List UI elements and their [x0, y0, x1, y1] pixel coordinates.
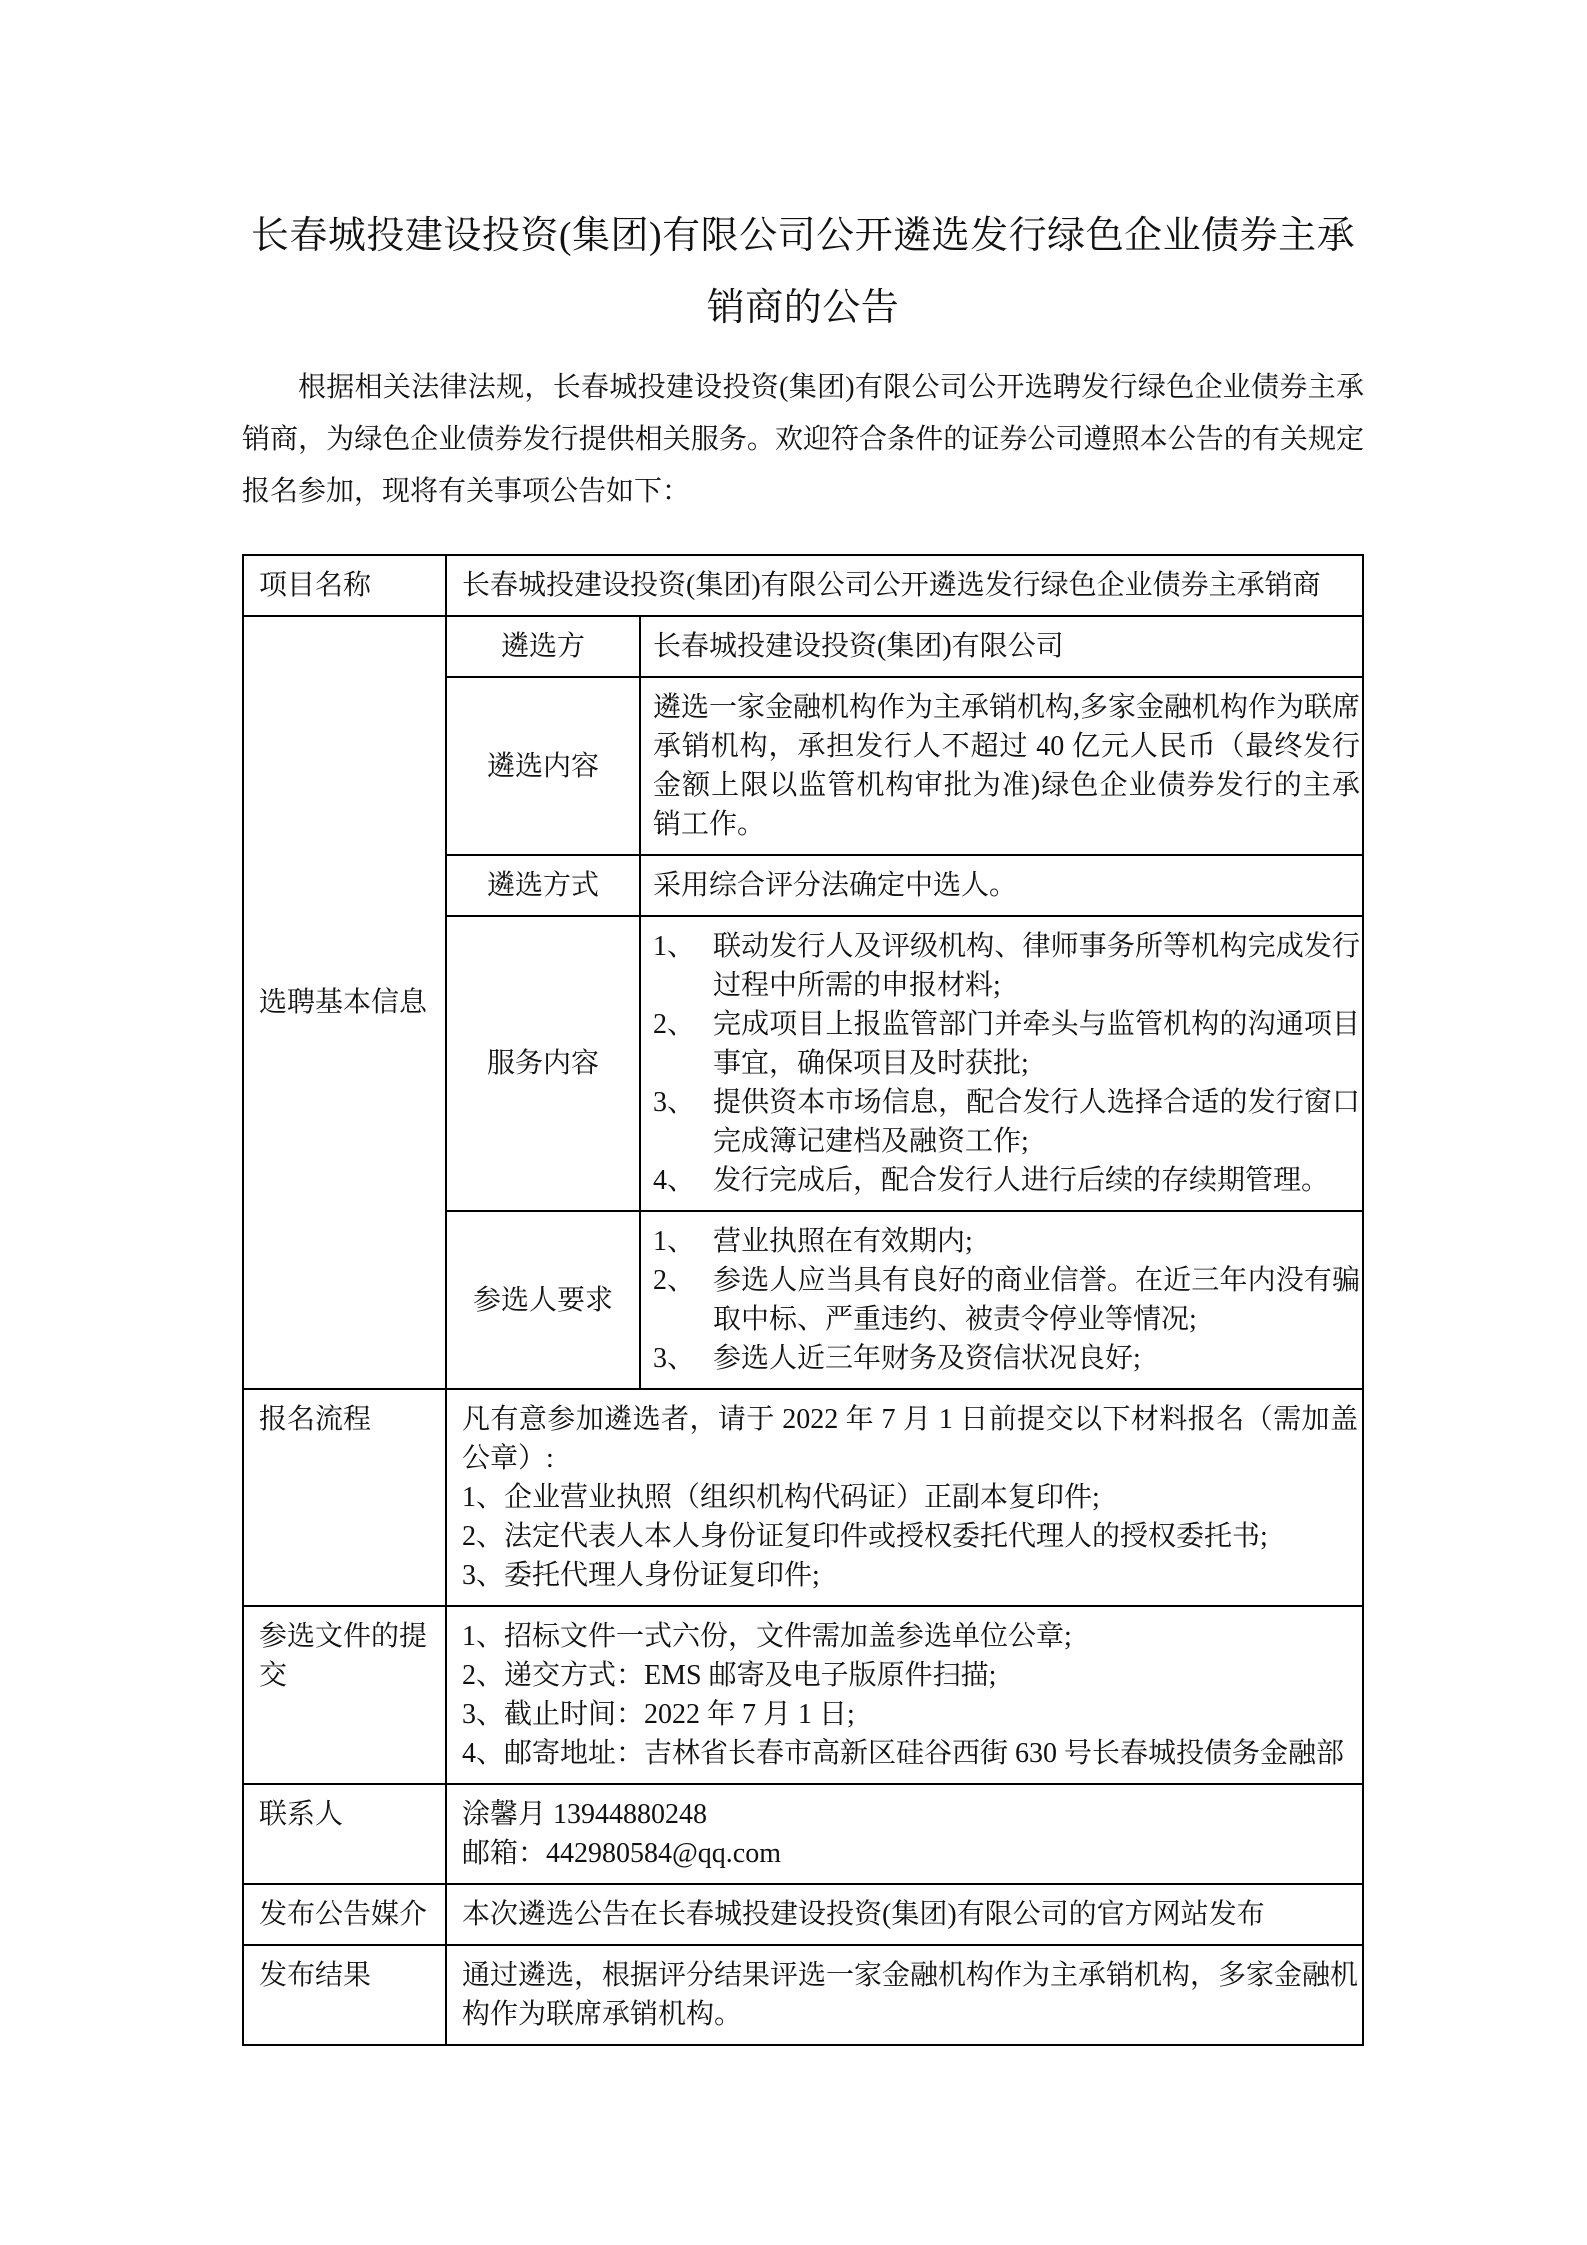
cell-media: 本次遴选公告在长春城投建设投资(集团)有限公司的官方网站发布 [446, 1884, 1363, 1945]
table-row-registration [243, 1389, 1363, 1606]
list-item [653, 927, 1360, 1005]
cell-requirements [640, 1211, 1363, 1389]
list-item-number: 1、 [653, 931, 696, 962]
label-project-name: 项目名称 [243, 555, 446, 616]
table-row-contact [243, 1784, 1363, 1884]
label-requirements: 参选人要求 [446, 1211, 640, 1389]
page-title [242, 200, 1364, 344]
list-item-text: 发行完成后，配合发行人进行后续的存续期管理。 [713, 1165, 1330, 1196]
list-item [653, 1339, 1360, 1378]
page-title-line2: 销商的公告 [706, 287, 900, 329]
registration-intro: 凡有意参加遴选者，请于 2022 年 7 月 1 日前提交以下材料报名（需加盖公章）: [462, 1404, 1358, 1474]
list-item: 2、法定代表人本人身份证复印件或授权委托代理人的授权委托书; [462, 1521, 1268, 1552]
cell-project-name: 长春城投建设投资(集团)有限公司公开遴选发行绿色企业债券主承销商 [446, 555, 1363, 616]
table-row-project [243, 555, 1363, 616]
table-row-selector [243, 616, 1363, 677]
cell-services [640, 916, 1363, 1211]
list-item [653, 1083, 1360, 1161]
list-item-number: 2、 [653, 1009, 696, 1040]
label-selector: 遴选方 [446, 616, 640, 677]
list-item [653, 1161, 1360, 1200]
list-item-text: 参选人近三年财务及资信状况良好; [713, 1343, 1141, 1374]
intro-paragraph: 根据相关法律法规，长春城投建设投资(集团)有限公司公开选聘发行绿色企业债券主承销商，为绿色企业债券发行提供相关服务。欢迎符合条件的证券公司遵照本公告的有关规定报名参加，现将有关事项公告如下： [242, 372, 1364, 507]
list-item-number: 2、 [653, 1265, 696, 1296]
list-item-text: 参选人应当具有良好的商业信誉。在近三年内没有骗取中标、严重违约、被责令停业等情况; [713, 1265, 1360, 1335]
cell-selection-content: 遴选一家金融机构作为主承销机构,多家金融机构作为联席承销机构，承担发行人不超过 40 亿元人民币（最终发行金额上限以监管机构审批为准)绿色企业债券发行的主承销工作。 [640, 677, 1363, 855]
table-row-result [243, 1945, 1363, 2045]
label-selection-content: 遴选内容 [446, 677, 640, 855]
list-item: 3、委托代理人身份证复印件; [462, 1560, 820, 1591]
contact-email: 邮箱：442980584@qq.com [462, 1838, 781, 1869]
list-item: 4、邮寄地址：吉林省长春市高新区硅谷西街 630 号长春城投债务金融部 [462, 1738, 1345, 1769]
label-result: 发布结果 [243, 1945, 446, 2045]
table-row-submission [243, 1606, 1363, 1784]
contact-name-phone: 涂馨月 13944880248 [462, 1799, 708, 1830]
list-item: 1、招标文件一式六份，文件需加盖参选单位公章; [462, 1621, 1072, 1652]
table-row-media [243, 1884, 1363, 1945]
list-item-text: 联动发行人及评级机构、律师事务所等机构完成发行过程中所需的申报材料; [713, 931, 1360, 1001]
label-registration: 报名流程 [243, 1389, 446, 1606]
list-item-number: 1、 [653, 1226, 696, 1257]
cell-submission [446, 1606, 1363, 1784]
list-item-number: 3、 [653, 1087, 696, 1118]
label-contact: 联系人 [243, 1784, 446, 1884]
list-item: 3、截止时间：2022 年 7 月 1 日; [462, 1699, 855, 1730]
label-selection-method: 遴选方式 [446, 855, 640, 916]
list-item: 1、企业营业执照（组织机构代码证）正副本复印件; [462, 1482, 1100, 1513]
label-media: 发布公告媒介 [243, 1884, 446, 1945]
cell-registration [446, 1389, 1363, 1606]
list-item-text: 完成项目上报监管部门并牵头与监管机构的沟通项目事宜，确保项目及时获批; [713, 1009, 1360, 1079]
list-item-number: 4、 [653, 1165, 696, 1196]
label-services: 服务内容 [446, 916, 640, 1211]
cell-result: 通过遴选，根据评分结果评选一家金融机构作为主承销机构，多家金融机构作为联席承销机构。 [446, 1945, 1363, 2045]
list-item-text: 提供资本市场信息，配合发行人选择合适的发行窗口完成簿记建档及融资工作; [713, 1087, 1360, 1157]
cell-contact [446, 1784, 1363, 1884]
info-table [242, 554, 1364, 2046]
list-item [653, 1005, 1360, 1083]
list-item: 2、递交方式：EMS 邮寄及电子版原件扫描; [462, 1660, 997, 1691]
label-submission: 参选文件的提交 [243, 1606, 446, 1784]
list-item-number: 3、 [653, 1343, 696, 1374]
list-item [653, 1261, 1360, 1339]
cell-selector: 长春城投建设投资(集团)有限公司 [640, 616, 1363, 677]
list-item [653, 1222, 1360, 1261]
page-title-line1: 长春城投建设投资(集团)有限公司公开遴选发行绿色企业债券主承 [250, 215, 1356, 257]
cell-selection-method: 采用综合评分法确定中选人。 [640, 855, 1363, 916]
list-item-text: 营业执照在有效期内; [713, 1226, 973, 1257]
label-basic-info: 选聘基本信息 [243, 616, 446, 1389]
